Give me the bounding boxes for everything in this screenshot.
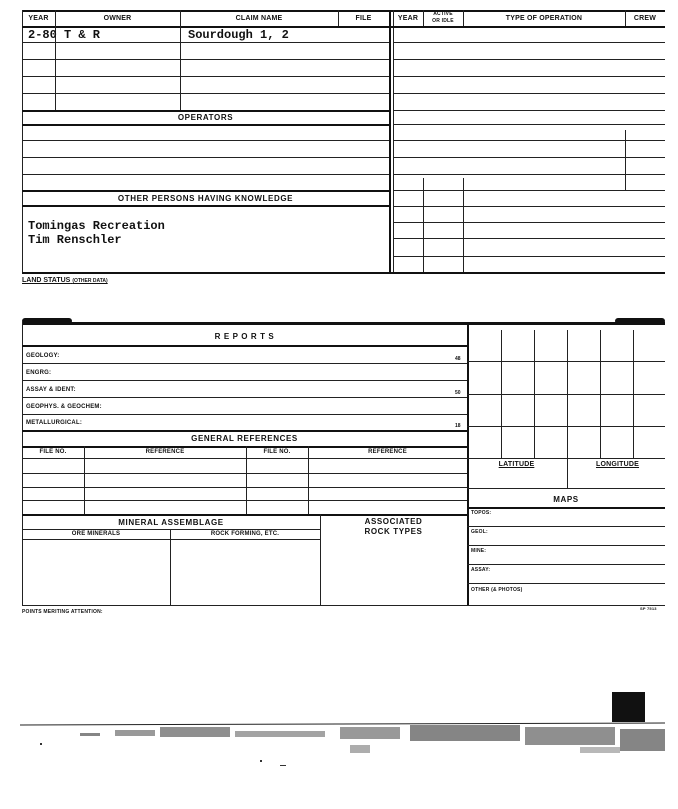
header-owner: OWNER — [103, 15, 132, 22]
header-active: ACTIVE — [433, 11, 453, 17]
header-type-of-operation: TYPE OF OPERATION — [505, 15, 583, 22]
report-geophys: GEOPHYS. & GEOCHEM: — [26, 404, 102, 410]
ref-header-file-no-2: FILE NO. — [263, 449, 291, 455]
maps-heading: MAPS — [553, 495, 579, 504]
mineral-assemblage-heading: MINERAL ASSEMBLAGE — [118, 518, 224, 527]
header-year-right: YEAR — [397, 15, 419, 22]
rock-types-heading: ROCK TYPES — [364, 527, 423, 536]
header-file: FILE — [355, 15, 372, 22]
maps-geol: GEOL: — [471, 529, 488, 535]
maps-topos: TOPOS: — [471, 510, 492, 516]
land-status-label — [22, 277, 108, 284]
latitude-label: LATITUDE — [498, 461, 535, 468]
ore-minerals-heading: ORE MINERALS — [71, 531, 121, 537]
associated-heading: ASSOCIATED — [364, 517, 423, 526]
header-or-idle: OR IDLE — [432, 18, 454, 24]
header-crew: CREW — [633, 15, 657, 22]
longitude-label: LONGITUDE — [595, 461, 640, 468]
ref-header-file-no: FILE NO. — [39, 449, 67, 455]
scan-noise-band — [20, 715, 665, 775]
points-meriting-attention: POINTS MERITING ATTENTION: — [22, 609, 103, 615]
report-geology-num: 48 — [455, 356, 461, 362]
maps-other: OTHER (& PHOTOS) — [471, 587, 523, 593]
report-metallurgical-num: 18 — [455, 423, 461, 429]
owner-entry: 2-80 T & R — [28, 28, 101, 42]
maps-mine: MINE: — [471, 548, 487, 554]
ref-header-reference: REFERENCE — [145, 449, 185, 455]
report-engrg: ENGRG: — [26, 370, 52, 376]
header-year: YEAR — [28, 15, 49, 22]
report-assay-ident: ASSAY & IDENT: — [26, 387, 76, 393]
operators-heading: OPERATORS — [177, 113, 234, 122]
binder-mark-right — [615, 318, 665, 324]
land-status-text: LAND STATUS — [22, 277, 71, 284]
report-geology: GEOLOGY: — [26, 353, 60, 359]
person-2: Tim Renschler — [28, 233, 122, 247]
ref-header-reference-2: REFERENCE — [368, 449, 407, 455]
land-status-sub: (OTHER DATA) — [72, 278, 108, 284]
general-references-heading: GENERAL REFERENCES — [191, 434, 298, 443]
rock-forming-heading: ROCK FORMING, ETC. — [210, 531, 280, 537]
report-assay-num: 50 — [455, 390, 461, 396]
other-persons-heading: OTHER PERSONS HAVING KNOWLEDGE — [117, 194, 294, 203]
person-1: Tomingas Recreation — [28, 219, 165, 233]
report-metallurgical: METALLURGICAL: — [26, 420, 83, 426]
maps-assay: ASSAY: — [471, 567, 491, 573]
binder-mark-left — [22, 318, 72, 324]
claim-name-entry: Sourdough 1, 2 — [188, 28, 289, 42]
form-number: SP 7513 — [640, 606, 657, 611]
header-claim-name: CLAIM NAME — [235, 15, 283, 22]
reports-heading: R E P O R T S — [214, 332, 275, 341]
